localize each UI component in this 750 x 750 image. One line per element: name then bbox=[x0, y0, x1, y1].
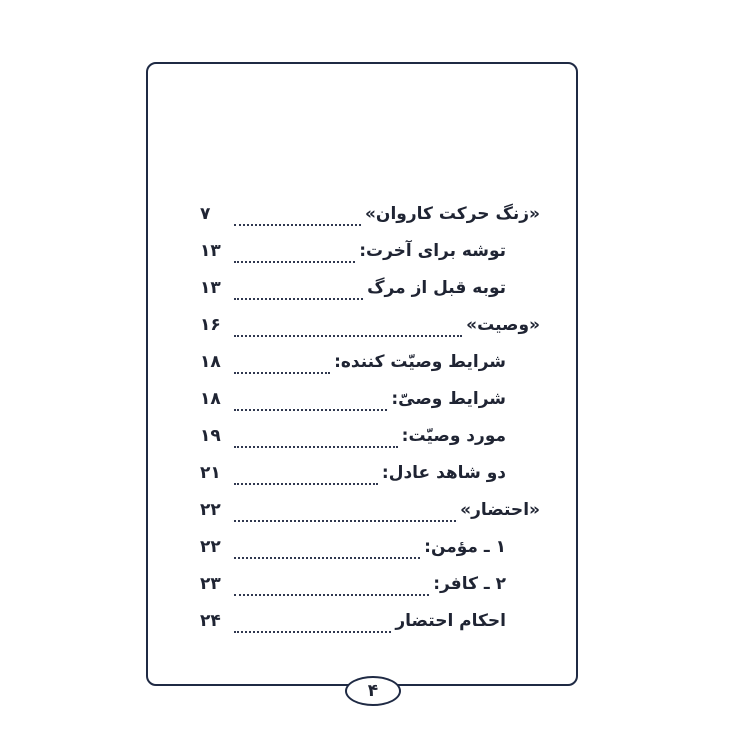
toc-entry-title: شرایط وصیّت کننده: bbox=[334, 352, 506, 372]
toc-row[interactable] bbox=[200, 348, 540, 385]
toc-page-number: ۲۳ bbox=[200, 574, 221, 594]
page-number: ۴ bbox=[345, 676, 401, 706]
toc-page-number: ۱۸ bbox=[200, 389, 221, 409]
toc-row[interactable] bbox=[200, 385, 540, 422]
toc-entry-title: مورد وصیّت: bbox=[401, 426, 506, 446]
toc-page-number: ۲۴ bbox=[200, 611, 221, 631]
toc-entry-title: دو شاهد عادل: bbox=[381, 463, 506, 483]
toc-page-number: ۲۲ bbox=[200, 500, 221, 520]
toc-leader-dots bbox=[234, 539, 420, 559]
toc-page-number: ۱۸ bbox=[200, 352, 221, 372]
toc-entry-title: ۱ ـ مؤمن: bbox=[424, 537, 506, 557]
toc-entry-title: شرایط وصیّ: bbox=[391, 389, 506, 409]
toc-page-number: ۱۳ bbox=[200, 241, 221, 261]
toc-entry-title: «وصیت» bbox=[466, 315, 540, 335]
toc-page-number: ۲۲ bbox=[200, 537, 221, 557]
toc-row[interactable] bbox=[200, 237, 540, 274]
toc-row[interactable] bbox=[200, 533, 540, 570]
toc-leader-dots bbox=[234, 428, 398, 448]
toc-row[interactable] bbox=[200, 607, 540, 644]
toc-leader-dots bbox=[234, 317, 462, 337]
toc-leader-dots bbox=[234, 280, 363, 300]
toc-page-number: ۷ bbox=[200, 204, 211, 224]
toc-entry-title: ۲ ـ کافر: bbox=[433, 574, 506, 594]
toc-row[interactable] bbox=[200, 459, 540, 496]
toc-row[interactable] bbox=[200, 570, 540, 607]
toc-leader-dots bbox=[234, 576, 429, 596]
toc-leader-dots bbox=[234, 391, 387, 411]
toc-leader-dots bbox=[234, 613, 391, 633]
toc-entry-title: توشه برای آخرت: bbox=[359, 241, 506, 261]
toc-entry-title: توبه قبل از مرگ bbox=[367, 278, 506, 298]
toc-row[interactable] bbox=[200, 496, 540, 533]
toc-leader-dots bbox=[234, 206, 361, 226]
toc-leader-dots bbox=[234, 465, 378, 485]
table-of-contents bbox=[200, 200, 540, 644]
toc-leader-dots bbox=[234, 354, 330, 374]
toc-leader-dots bbox=[234, 243, 355, 263]
toc-page-number: ۱۹ bbox=[200, 426, 221, 446]
toc-page-number: ۱۶ bbox=[200, 315, 221, 335]
toc-row[interactable] bbox=[200, 200, 540, 237]
toc-entry-title: «زنگ حرکت کاروان» bbox=[364, 204, 540, 224]
toc-row[interactable] bbox=[200, 274, 540, 311]
toc-row[interactable] bbox=[200, 311, 540, 348]
toc-leader-dots bbox=[234, 502, 456, 522]
toc-entry-title: «احتضار» bbox=[460, 500, 540, 520]
toc-page-number: ۲۱ bbox=[200, 463, 221, 483]
toc-page-number: ۱۳ bbox=[200, 278, 221, 298]
toc-row[interactable] bbox=[200, 422, 540, 459]
toc-entry-title: احکام احتضار bbox=[395, 611, 506, 631]
